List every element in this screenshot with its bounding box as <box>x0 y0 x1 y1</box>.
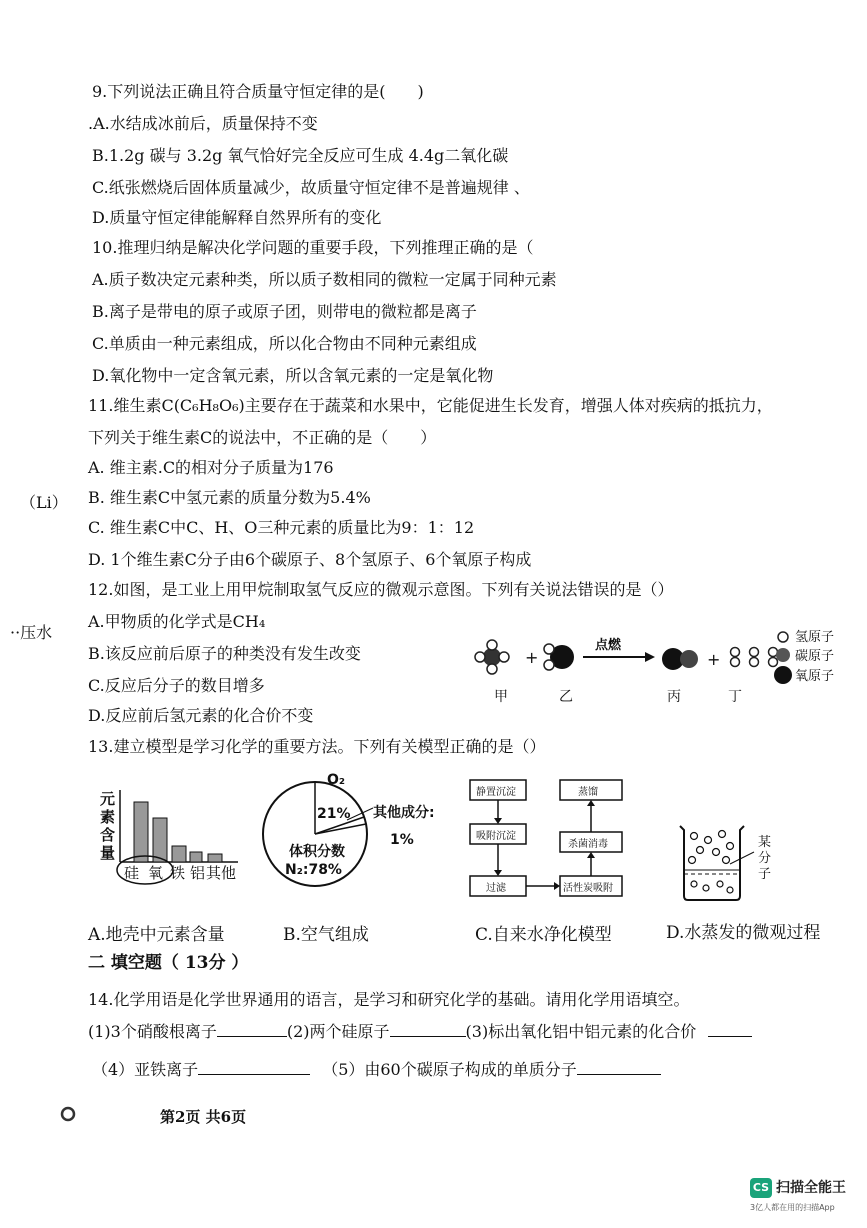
q10-stem: 10.推理归纳是解决化学问题的重要手段，下列推理正确的是（ <box>92 238 534 257</box>
q12-option-b: B.该反应前后原子的种类没有发生改变 <box>88 644 361 663</box>
fig-a-cat-4: 其他 <box>206 864 237 882</box>
label-ding: 丁 <box>728 689 742 705</box>
co-molecule <box>662 648 698 670</box>
fig-b-o2-label: O₂ <box>327 772 346 788</box>
q9-stem: 9.下列说法正确且符合质量守恒定律的是( ) <box>92 82 424 101</box>
fig-b-center-label: 体积分数 <box>289 844 345 860</box>
fig-c-box-0: 静置沉淀 <box>476 787 516 798</box>
page-number: 第2页 共6页 <box>160 1108 247 1126</box>
fig-c-box-5: 蒸馏 <box>578 787 598 798</box>
q13-fig-d-beaker <box>670 818 790 906</box>
punch-hole-icon <box>60 1106 76 1122</box>
q11-option-c: C. 维生素C中C、H、O三种元素的质量比为9：1：12 <box>88 518 475 537</box>
q12-option-c: C.反应后分子的数目增多 <box>88 676 265 695</box>
q10-option-b: B.离子是带电的原子或原子团，则带电的微粒都是离子 <box>92 302 477 321</box>
margin-note-press: ··压水 <box>10 623 53 642</box>
fig-b-n2-label: N₂:78% <box>285 862 342 878</box>
legend-carbon: 碳原子 <box>795 649 835 664</box>
scanner-brand: 扫描全能王 <box>776 1180 846 1196</box>
fig-c-box-1: 吸附沉淀 <box>476 831 516 842</box>
legend-hydrogen: 氢原子 <box>795 630 835 645</box>
fig-d-side-2: 分 <box>758 851 772 866</box>
scanner-logo-icon: CS <box>750 1178 772 1198</box>
fig-d-caption: D.水蒸发的微观过程 <box>666 923 821 943</box>
q14-row2 <box>92 1060 661 1080</box>
q14-blank-4[interactable] <box>198 1060 310 1075</box>
q9-option-c: C.纸张燃烧后固体质量减少，故质量守恒定律不是普遍规律 、 <box>92 178 530 197</box>
q11-option-a: A. 维主素.C的相对分子质量为176 <box>88 458 334 477</box>
q11-option-b: B. 维生素C中氢元素的质量分数为5.4% <box>88 488 371 507</box>
label-yi: 乙 <box>559 689 573 705</box>
fig-b-o2-pct: 21% <box>317 806 351 822</box>
q13-fig-b-pie <box>255 772 455 892</box>
q14-item-4: （4）亚铁离子 <box>92 1060 199 1079</box>
fig-a-cat-3: 铝 <box>190 864 206 882</box>
q14-row1 <box>88 1022 752 1042</box>
fig-c-box-2: 过滤 <box>486 883 506 894</box>
legend-oxygen: 氧原子 <box>795 669 835 684</box>
fig-b-caption: B.空气组成 <box>283 925 369 945</box>
fig-a-cat-2: 铁 <box>170 864 186 882</box>
label-jia: 甲 <box>494 689 508 705</box>
fig-a-cat-0: 硅 <box>124 864 140 882</box>
q14-item-1: (1)3个硝酸根离子 <box>88 1022 217 1041</box>
q10-option-c: C.单质由一种元素组成，所以化合物由不同种元素组成 <box>92 334 477 353</box>
label-bing: 丙 <box>667 689 681 705</box>
q9-option-a: .A.水结成冰前后，质量保持不变 <box>88 114 318 133</box>
fig-d-side-1: 某 <box>758 835 772 850</box>
q12-stem: 12.如图，是工业上用甲烷制取氢气反应的微观示意图。下列有关说法错误的是（） <box>88 580 674 599</box>
q14-item-3: (3)标出氧化铝中铝元素的化合价 <box>465 1022 697 1041</box>
fig-b-other-pct: 1% <box>390 832 414 848</box>
water-molecule <box>544 644 574 670</box>
q14-blank-2[interactable] <box>390 1022 466 1037</box>
legend <box>774 630 834 684</box>
fig-c-caption: C.自来水净化模型 <box>475 925 612 945</box>
fig-d-side-3: 子 <box>758 867 772 882</box>
q9-option-b: B.1.2g 碳与 3.2g 氧气恰好完全反应可生成 4.4g二氧化碳 <box>92 146 509 165</box>
q14-item-2: (2)两个硅原子 <box>286 1022 390 1041</box>
q10-option-d: D.氧化物中一定含氧元素，所以含氧元素的一定是氧化物 <box>92 366 494 385</box>
fig-b-other-label: 其他成分: <box>373 805 435 821</box>
svg-text:+: + <box>525 648 539 667</box>
q13-fig-a-bar-chart <box>98 782 248 892</box>
reaction-arrow <box>583 637 655 662</box>
q13-fig-c-flow <box>462 772 652 902</box>
q12-reaction-diagram <box>445 625 865 710</box>
q14-blank-5[interactable] <box>577 1060 661 1075</box>
fig-c-box-4: 杀菌消毒 <box>568 839 608 850</box>
fig-a-ylabel-1: 元 <box>100 790 116 808</box>
q14-item-5: （5）由60个碳原子构成的单质分子 <box>322 1060 577 1079</box>
q10-option-a: A.质子数决定元素种类，所以质子数相同的微粒一定属于同种元素 <box>92 270 557 289</box>
q12-option-a: A.甲物质的化学式是CH₄ <box>88 612 266 631</box>
scanner-watermark <box>750 1176 850 1216</box>
q14-blank-3[interactable] <box>708 1022 752 1037</box>
q11-stem-line2: 下列关于维生素C的说法中，不正确的是（ ） <box>88 428 437 447</box>
arrow-condition: 点燃 <box>595 638 622 653</box>
fig-a-cat-1: 氧 <box>148 864 164 882</box>
svg-text:+: + <box>707 650 721 669</box>
methane-molecule <box>475 640 509 674</box>
margin-note-li: （Li） <box>20 493 68 512</box>
fig-a-ylabel-3: 含 <box>100 826 116 844</box>
section-title: 二 填空题（ 13分 ） <box>88 953 249 973</box>
q12-option-d: D.反应前后氢元素的化合价不变 <box>88 706 314 725</box>
q11-option-d: D. 1个维生素C分子由6个碳原子、8个氢原子、6个氧原子构成 <box>88 550 532 569</box>
scanner-tagline: 3亿人都在用的扫描App <box>750 1203 835 1212</box>
fig-a-ylabel-2: 素 <box>100 808 116 826</box>
q11-stem-line1: 11.维生素C(C₆H₈O₆)主要存在于蔬菜和水果中，它能促进生长发育，增强人体对疾病的抵抗力， <box>88 396 773 415</box>
q14-blank-1[interactable] <box>217 1022 287 1037</box>
fig-a-caption: A.地壳中元素含量 <box>88 925 225 945</box>
hydrogen-molecules <box>731 648 778 667</box>
fig-a-ylabel-4: 量 <box>100 844 116 862</box>
q9-option-d: D.质量守恒定律能解释自然界所有的变化 <box>92 208 382 227</box>
q14-stem: 14.化学用语是化学世界通用的语言，是学习和研究化学的基础。请用化学用语填空。 <box>88 990 690 1009</box>
fig-c-box-3: 活性炭吸附 <box>563 883 613 894</box>
q13-stem: 13.建立模型是学习化学的重要方法。下列有关模型正确的是（） <box>88 737 546 756</box>
